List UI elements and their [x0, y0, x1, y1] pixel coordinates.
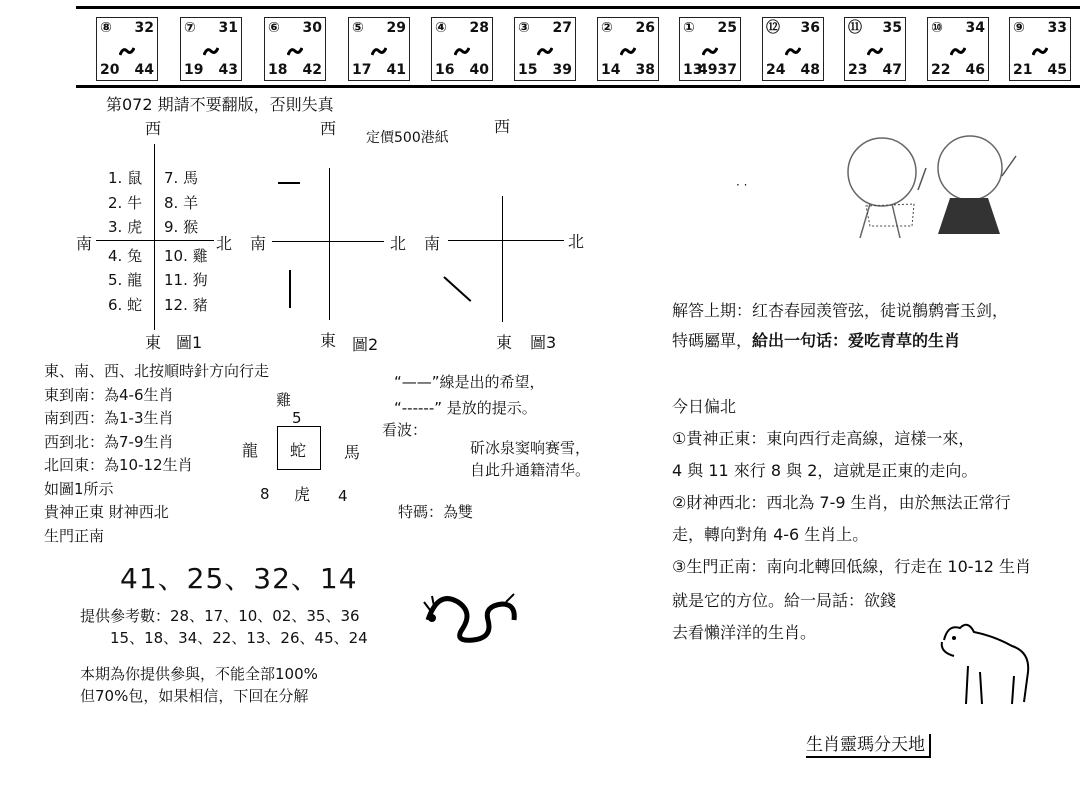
- zodiac-glyph-icon: [620, 42, 636, 54]
- cell-number: 33: [1047, 20, 1067, 36]
- zodiac-glyph-icon: [702, 42, 718, 54]
- zodiac-glyph-icon: [950, 42, 966, 54]
- rule-line: 東、南、西、北按順時針方向行走: [44, 362, 270, 380]
- cell-number: 35: [882, 20, 902, 36]
- cell-number: ③: [518, 20, 530, 36]
- number-cell: [679, 17, 741, 81]
- dragon-icon: [418, 580, 522, 650]
- cell-number: 20: [100, 62, 120, 78]
- cell-number: ④: [435, 20, 447, 36]
- today-title: 今日偏北: [672, 397, 737, 416]
- zodiac-item: 7. 馬: [164, 169, 199, 187]
- cell-number: 27: [552, 20, 572, 36]
- cell-number: 41: [386, 62, 406, 78]
- main-numbers: 41、25、32、14: [120, 562, 358, 595]
- fig3-west: 西: [494, 117, 511, 136]
- fig2-west: 西: [320, 119, 337, 138]
- cell-number: ①: [683, 20, 695, 36]
- legend-dashed: “------” 是放的提示。: [394, 399, 537, 417]
- cell-number: 39: [552, 62, 572, 78]
- number-cell: [844, 17, 906, 81]
- cell-number: 32: [134, 20, 154, 36]
- cell-number: ⑤: [352, 20, 364, 36]
- note-line-2: 但70%包，如果相信，下回在分解: [80, 687, 309, 705]
- poem-label: 看波：: [382, 421, 428, 439]
- cell-number: 47: [882, 62, 902, 78]
- number-cell: [96, 17, 158, 81]
- cell-number: 45: [1047, 62, 1067, 78]
- fig3-north: 北: [568, 232, 585, 251]
- fig2-north: 北: [390, 234, 407, 253]
- fig1-north: 北: [216, 234, 233, 253]
- note-line-1: 本期為你提供參與，不能全部100%: [80, 665, 318, 683]
- mini-right: 馬: [344, 443, 361, 462]
- zodiac-item: 6. 蛇: [108, 295, 143, 314]
- fig3-horizontal-line: [448, 240, 564, 241]
- today-line-2: 4 與 11 來行 8 與 2，這就是正東的走向。: [672, 461, 978, 480]
- number-cell: [264, 17, 326, 81]
- cell-number: 26: [635, 20, 655, 36]
- answer-line-1: 解答上期：红杏春园羡管弦，徒说鶺鹩膏玉剑，: [672, 301, 1009, 320]
- fig3-caption: 圖3: [530, 333, 557, 352]
- fig1-caption: 圖1: [176, 333, 203, 352]
- cell-number: 38: [635, 62, 655, 78]
- fig1-vertical-line: [154, 144, 155, 330]
- zodiac-glyph-icon: [785, 42, 801, 54]
- reference-numbers-1: 28、17、10、02、35、36: [170, 607, 360, 625]
- number-cell: [431, 17, 493, 81]
- rule-line: 東到南：為4-6生肖: [44, 385, 174, 404]
- number-cell: [927, 17, 989, 81]
- cartoon-couple-icon: [830, 126, 1030, 242]
- number-cell: [762, 17, 824, 81]
- mini-center: 蛇: [290, 441, 307, 460]
- mini-bottom-right: 4: [338, 487, 348, 505]
- cell-number: 28: [469, 20, 489, 36]
- poem-line-2: 自此升通籍清华。: [470, 461, 591, 479]
- zodiac-glyph-icon: [867, 42, 883, 54]
- zodiac-glyph-icon: [537, 42, 553, 54]
- cell-number: 44: [134, 62, 154, 78]
- fig1-east: 東: [145, 333, 162, 352]
- cell-number: 13: [683, 62, 703, 78]
- poem-line-1: 斫冰泉窦响赛雪，: [470, 439, 591, 457]
- mini-top: 雞: [276, 391, 292, 409]
- cell-number: ⑪: [848, 20, 862, 36]
- cell-number: ⑫: [766, 20, 780, 36]
- cell-number: 43: [218, 62, 238, 78]
- fig3-vertical-line: [502, 196, 503, 322]
- rule-line: 貴神正東 財神西北: [44, 503, 169, 521]
- fig2-vertical-line: [329, 168, 330, 320]
- answer-part-a: 特碼屬單，: [672, 331, 753, 350]
- cell-number: 22: [931, 62, 951, 78]
- footer-title: 生肖靈瑪分天地: [806, 734, 931, 758]
- fig3-east: 東: [496, 333, 513, 352]
- fig3-south: 南: [424, 234, 441, 253]
- legend-solid: “——”線是出的希望，: [394, 373, 545, 391]
- cell-number: 40: [469, 62, 489, 78]
- number-strip: [76, 6, 1080, 88]
- rule-line: 西到北：為7-9生肖: [44, 432, 174, 451]
- mini-left: 龍: [242, 441, 259, 460]
- cell-number: 30: [302, 20, 322, 36]
- zodiac-glyph-icon: [1032, 42, 1048, 54]
- number-cell: [514, 17, 576, 81]
- cell-number: ⑧: [100, 20, 112, 36]
- zodiac-glyph-icon: [454, 42, 470, 54]
- mini-top-num: 5: [292, 409, 302, 427]
- cell-number: ⑦: [184, 20, 196, 36]
- cell-number: 48: [800, 62, 820, 78]
- number-cell: [348, 17, 410, 81]
- fig2-horizontal-line: [272, 241, 384, 242]
- zodiac-glyph-icon: [287, 42, 303, 54]
- zodiac-item: 2. 牛: [108, 193, 143, 212]
- today-line-5: ③生門正南：南向北轉回低線，行走在 10-12 生肖: [672, 557, 1032, 576]
- cell-number: 17: [352, 62, 372, 78]
- number-cell: [1009, 17, 1071, 81]
- cell-number: 21: [1013, 62, 1033, 78]
- zodiac-glyph-icon: [119, 42, 135, 54]
- cell-number: 25: [717, 20, 737, 36]
- cell-number: 18: [268, 62, 288, 78]
- fig2-caption: 圖2: [352, 335, 379, 354]
- zodiac-item: 11. 狗: [164, 271, 208, 289]
- fig2-south: 南: [250, 234, 267, 253]
- zodiac-item: 10. 雞: [164, 246, 208, 265]
- cell-number: 15: [518, 62, 538, 78]
- number-cell: [597, 17, 659, 81]
- issue-title: 第072 期請不要翻版，否則失真: [106, 95, 334, 114]
- zodiac-item: 1. 鼠: [108, 169, 143, 187]
- rules-block: [44, 360, 269, 548]
- fig1-south: 南: [76, 234, 93, 253]
- cell-number: 31: [218, 20, 238, 36]
- mini-bottom: 虎: [294, 485, 311, 504]
- zodiac-item: 5. 龍: [108, 271, 143, 289]
- mini-bottom-left: 8: [260, 485, 270, 503]
- fig2-east: 東: [320, 331, 337, 350]
- cell-number: 29: [386, 20, 406, 36]
- answer-line-2: [672, 330, 960, 352]
- cell-number: 42: [302, 62, 322, 78]
- cell-number: 24: [766, 62, 786, 78]
- fig2-dash-mark: [278, 182, 300, 184]
- cell-number: 19: [184, 62, 204, 78]
- today-line-6: 就是它的方位。給一局話：欲錢: [672, 591, 897, 610]
- today-line-4: 走，轉向對角 4-6 生肖上。: [672, 525, 869, 544]
- cell-number: ⑥: [268, 20, 280, 36]
- fig3-diagonal-line: [443, 276, 471, 302]
- number-cell: [180, 17, 242, 81]
- zodiac-right-list: [164, 166, 208, 317]
- zodiac-glyph-icon: [203, 42, 219, 54]
- cell-number: ⑩: [931, 20, 943, 36]
- rule-line: 如圖1所示: [44, 479, 114, 498]
- rule-line: 南到西：為1-3生肖: [44, 409, 174, 427]
- zodiac-item: 12. 豬: [164, 295, 208, 314]
- rule-line: 生門正南: [44, 526, 105, 545]
- zodiac-item: 9. 猴: [164, 218, 199, 236]
- cell-number: 16: [435, 62, 455, 78]
- rule-line: 北回東：為10-12生肖: [44, 456, 193, 474]
- cell-number: ⑨: [1013, 20, 1025, 36]
- dog-icon: [934, 616, 1038, 708]
- answer-part-b: 給出一句话：爱吃青草的生肖: [752, 331, 961, 350]
- zodiac-item: 4. 兔: [108, 246, 143, 265]
- cell-number: 14: [601, 62, 621, 78]
- zodiac-item: 8. 羊: [164, 193, 199, 212]
- cell-number: 4937: [698, 62, 737, 78]
- zodiac-left-list: [108, 166, 142, 317]
- reference-row-2: 15、18、34、22、13、26、45、24: [110, 629, 368, 647]
- today-line-3: ②財神西北：西北為 7-9 生肖，由於無法正常行: [672, 493, 1011, 512]
- price-label: 定價500港紙: [366, 130, 449, 146]
- cell-number: 23: [848, 62, 868, 78]
- cell-number: ②: [601, 20, 613, 36]
- fig1-west: 西: [145, 119, 162, 138]
- cell-number: 36: [800, 20, 820, 36]
- fig2-short-vertical: [289, 270, 291, 308]
- cell-number: 46: [965, 62, 985, 78]
- reference-row-1: [80, 606, 360, 627]
- today-line-7: 去看懶洋洋的生肖。: [672, 623, 817, 642]
- cell-number: 34: [965, 20, 985, 36]
- today-line-1: ①貴神正東：東向西行走高線，這樣一來，: [672, 429, 975, 448]
- zodiac-glyph-icon: [371, 42, 387, 54]
- reference-label: 提供參考數：: [80, 607, 171, 625]
- special-code: 特碼：為雙: [398, 503, 474, 521]
- cartoon-dots: · ·: [736, 178, 748, 192]
- zodiac-item: 3. 虎: [108, 218, 143, 236]
